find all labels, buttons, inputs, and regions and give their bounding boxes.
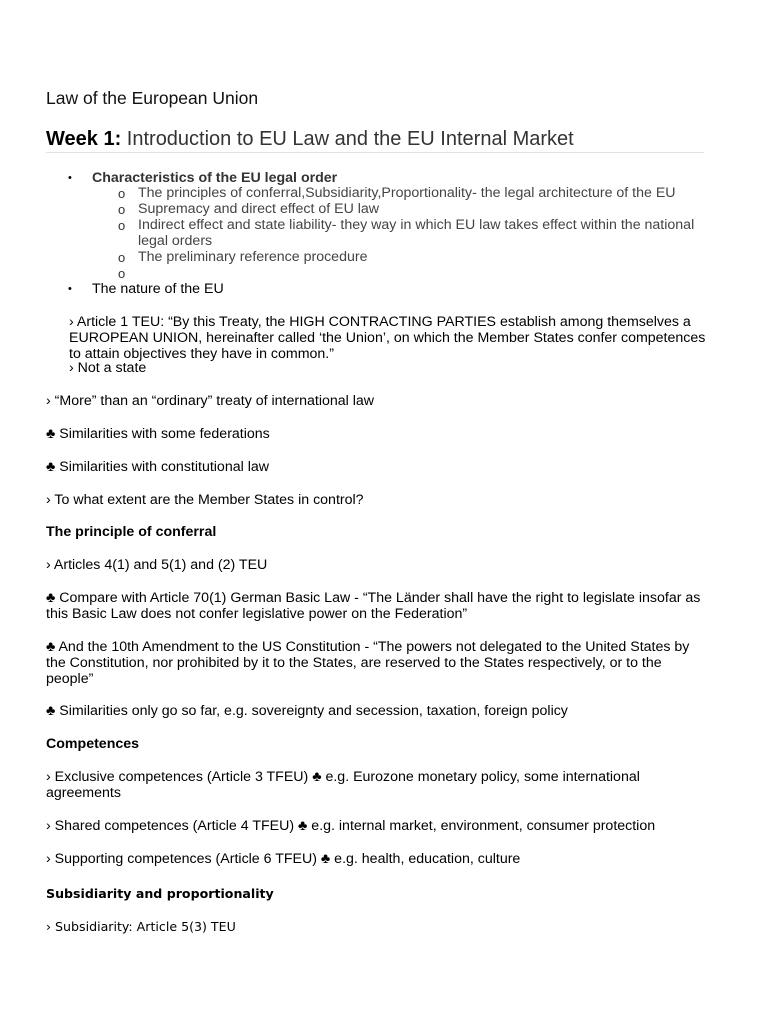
sub-bullet-marker: o	[118, 218, 126, 233]
paragraph-member-states-control: › To what extent are the Member States in control?	[46, 492, 364, 508]
document-title: Law of the European Union	[46, 88, 259, 108]
sub-bullet-conferral: The principles of conferral,Subsidiarity,Proportionality- the legal architecture of the EU	[138, 185, 676, 201]
paragraph-supporting-competences: › Supporting competences (Article 6 TFEU) ♣ e.g. health, education, culture	[46, 851, 521, 867]
sub-bullet-preliminary-reference: The preliminary reference procedure	[138, 249, 368, 265]
sub-bullet-marker: o	[118, 266, 126, 281]
not-a-state: › Not a state	[69, 360, 147, 376]
paragraph-articles-4-5: › Articles 4(1) and 5(1) and (2) TEU	[46, 557, 268, 573]
paragraph-exclusive-competences: › Exclusive competences (Article 3 TFEU) ♣ e.g. Eurozone monetary policy, some international agreements	[46, 769, 640, 801]
sub-bullet-marker: o	[118, 250, 126, 265]
paragraph-constitutional-law: ♣ Similarities with constitutional law	[46, 459, 269, 475]
heading-principle-of-conferral: The principle of conferral	[46, 524, 217, 540]
article-1-teu-quote: › Article 1 TEU: “By this Treaty, the HIGH CONTRACTING PARTIES establish among themselves a EUROPEAN UNION, hereinafter called ‘the Union’, on which the Member States confer competences to attain objectives they have in common.”	[69, 314, 706, 362]
paragraph-10th-amendment: ♣ And the 10th Amendment to the US Constitution - “The powers not delegated to the United States by the Constitution, nor prohibited by it to the States, are reserved to the States respectively, or to the people”	[46, 639, 690, 687]
heading-subsidiarity-proportionality: Subsidiarity and proportionality	[46, 886, 274, 901]
paragraph-more-than-treaty: › “More” than an “ordinary” treaty of international law	[46, 393, 375, 409]
sub-bullet-marker: o	[118, 186, 126, 201]
week-title: Introduction to EU Law and the EU Internal Market	[121, 128, 574, 150]
paragraph-subsidiarity-article: › Subsidiarity: Article 5(3) TEU	[46, 919, 236, 934]
paragraph-similarities-limits: ♣ Similarities only go so far, e.g. sovereignty and secession, taxation, foreign policy	[46, 703, 568, 719]
paragraph-german-basic-law: ♣ Compare with Article 70(1) German Basic Law - “The Länder shall have the right to legislate insofar as this Basic Law does not confer legislative power on the Federation”	[46, 590, 701, 622]
sub-bullet-indirect-effect: Indirect effect and state liability- they way in which EU law takes effect within the national legal orders	[138, 217, 695, 249]
heading-competences: Competences	[46, 736, 140, 752]
bullet-characteristics: Characteristics of the EU legal order	[92, 170, 338, 186]
week-heading	[46, 128, 704, 153]
bullet-nature-of-eu: The nature of the EU	[92, 281, 224, 297]
bullet-marker: •	[68, 172, 72, 184]
bullet-marker: •	[68, 283, 72, 295]
paragraph-shared-competences: › Shared competences (Article 4 TFEU) ♣ e.g. internal market, environment, consumer protection	[46, 818, 656, 834]
sub-bullet-marker: o	[118, 202, 126, 217]
sub-bullet-supremacy: Supremacy and direct effect of EU law	[138, 201, 380, 217]
paragraph-federations: ♣ Similarities with some federations	[46, 426, 270, 442]
week-label: Week 1:	[46, 128, 122, 150]
